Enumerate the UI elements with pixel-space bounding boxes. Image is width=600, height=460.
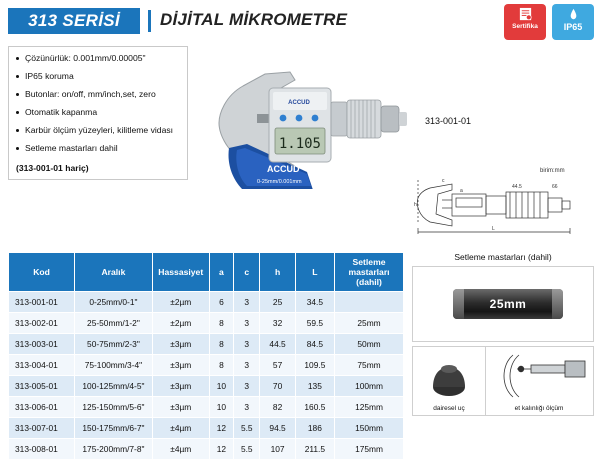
cell-kod: 313-006-01 [9,397,75,418]
svg-text:c: c [442,178,445,184]
cell-a: 8 [209,313,233,334]
table-header-row [9,253,404,292]
cell-c: 5.5 [234,418,260,439]
cell-setleme: 125mm [335,397,404,418]
col-L: L [295,253,334,292]
dimension-drawing [412,174,594,236]
cell-kod: 313-008-01 [9,439,75,460]
col-kod: Kod [9,253,75,292]
ip65-badge-label: IP65 [563,22,583,32]
cell-hassasiyet: ±4µm [152,418,209,439]
cell-h: 107 [260,439,295,460]
spherical-tip-caption: dairesel uç [433,405,465,412]
spherical-tip-drawing [413,349,485,405]
table-row [9,439,404,460]
svg-text:h: h [414,202,417,208]
product-model-label: 313-001-01 [425,116,472,126]
title-divider [148,10,151,32]
specifications-list [13,53,183,154]
col-aralik: Aralık [75,253,153,292]
list-item: Çözünürlük: 0.001mm/0.00005" [13,53,183,64]
table-row [9,292,404,313]
col-a: a [209,253,233,292]
setting-standard-bar [453,289,563,319]
cell-L: 84.5 [295,334,334,355]
cell-kod: 313-007-01 [9,418,75,439]
cell-setleme: 50mm [335,334,404,355]
wall-thickness-caption: et kalınlığı ölçüm [514,405,564,412]
cell-setleme: 100mm [335,376,404,397]
page-header [0,0,600,42]
cell-kod: 313-001-01 [9,292,75,313]
cell-L: 109.5 [295,355,334,376]
col-h: h [260,253,295,292]
cell-c: 3 [234,355,260,376]
cell-a: 8 [209,355,233,376]
cell-L: 211.5 [295,439,334,460]
standard-bar-right-cap [552,289,563,319]
micrometer-photo [195,44,410,189]
cell-setleme [335,292,404,313]
cell-c: 3 [234,313,260,334]
specifications-note: (313-001-01 hariç) [16,163,89,173]
cell-c: 3 [234,397,260,418]
cell-c: 5.5 [234,439,260,460]
cell-h: 70 [260,376,295,397]
badge-group [504,4,594,40]
cell-hassasiyet: ±2µm [152,292,209,313]
svg-text:a: a [460,188,463,194]
table-row [9,376,404,397]
cell-hassasiyet: ±3µm [152,355,209,376]
list-item: Karbür ölçüm yüzeyleri, kilitleme vidası [13,125,183,136]
cell-h: 94.5 [260,418,295,439]
list-item: IP65 koruma [13,71,183,82]
cell-aralik: 150-175mm/6-7" [75,418,153,439]
cell-a: 12 [209,439,233,460]
svg-text:ACCUD: ACCUD [288,100,310,106]
page-title: DİJİTAL MİKROMETRE [160,10,348,29]
cell-h: 25 [260,292,295,313]
setting-standards-title: Setleme mastarları (dahil) [454,252,552,262]
cell-setleme: 75mm [335,355,404,376]
cell-setleme: 175mm [335,439,404,460]
table-body [9,292,404,460]
cell-L: 160.5 [295,397,334,418]
col-setleme: Setleme mastarları (dahil) [335,253,404,292]
certificate-badge [504,4,546,40]
cell-L: 135 [295,376,334,397]
certificate-badge-label: Sertifika [512,23,538,30]
list-item: Otomatik kapanma [13,107,183,118]
cell-h: 44.5 [260,334,295,355]
standard-bar-left-cap [453,289,464,319]
product-table [8,252,404,460]
table-row [9,313,404,334]
cell-a: 10 [209,376,233,397]
water-drop-icon [566,6,581,23]
cell-L: 34.5 [295,292,334,313]
list-item: Setleme mastarları dahil [13,143,183,154]
specifications-box [8,46,188,180]
table-row [9,355,404,376]
drawing-unit-label: birim:mm [540,168,565,174]
col-c: c [234,253,260,292]
series-badge: 313 SERİSİ [8,8,140,34]
table-row [9,418,404,439]
cell-L: 186 [295,418,334,439]
cell-a: 8 [209,334,233,355]
cell-hassasiyet: ±2µm [152,313,209,334]
cell-setleme: 25mm [335,313,404,334]
list-item: Butonlar: on/off, mm/inch,set, zero [13,89,183,100]
certificate-icon [518,6,533,23]
cell-aralik: 0-25mm/0-1" [75,292,153,313]
accessory-panel [412,346,594,416]
svg-text:0-25mm/0.001mm: 0-25mm/0.001mm [257,179,302,185]
svg-text:ACCUD: ACCUD [267,164,300,174]
col-hassasiyet: Hassasiyet [152,253,209,292]
cell-h: 32 [260,313,295,334]
cell-a: 6 [209,292,233,313]
cell-kod: 313-003-01 [9,334,75,355]
cell-hassasiyet: ±3µm [152,397,209,418]
cell-aralik: 75-100mm/3-4" [75,355,153,376]
svg-text:44.5: 44.5 [512,184,522,190]
cell-setleme: 150mm [335,418,404,439]
svg-text:66: 66 [552,184,558,190]
cell-aralik: 25-50mm/1-2" [75,313,153,334]
cell-hassasiyet: ±3µm [152,376,209,397]
svg-text:L: L [492,226,495,232]
cell-h: 57 [260,355,295,376]
cell-a: 12 [209,418,233,439]
cell-aralik: 50-75mm/2-3" [75,334,153,355]
cell-aralik: 125-150mm/5-6" [75,397,153,418]
wall-thickness-drawing [487,349,593,407]
standard-bar-label: 25mm [489,297,527,311]
cell-L: 59.5 [295,313,334,334]
svg-text:1.105: 1.105 [278,136,321,152]
cell-c: 3 [234,376,260,397]
cell-kod: 313-004-01 [9,355,75,376]
cell-kod: 313-005-01 [9,376,75,397]
cell-h: 82 [260,397,295,418]
cell-aralik: 175-200mm/7-8" [75,439,153,460]
cell-c: 3 [234,292,260,313]
cell-a: 10 [209,397,233,418]
cell-c: 3 [234,334,260,355]
table-row [9,334,404,355]
ip65-badge [552,4,594,40]
table-row [9,397,404,418]
setting-standards-panel [412,266,594,342]
cell-aralik: 100-125mm/4-5" [75,376,153,397]
cell-kod: 313-002-01 [9,313,75,334]
cell-hassasiyet: ±3µm [152,334,209,355]
cell-hassasiyet: ±4µm [152,439,209,460]
